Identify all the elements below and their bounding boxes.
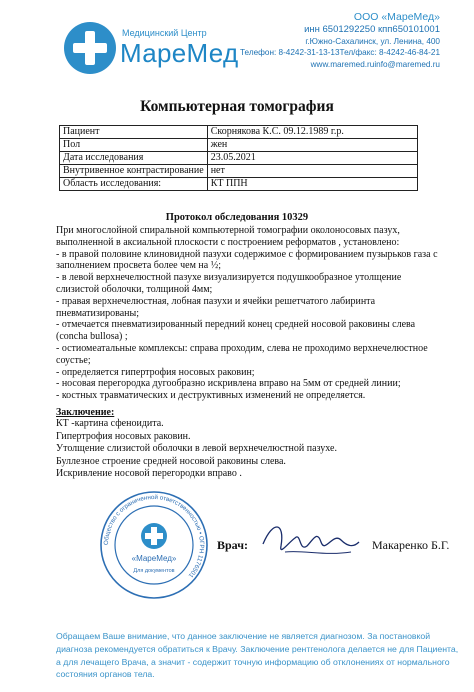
stamp-cross-horizontal xyxy=(145,533,163,539)
contrast-value: нет xyxy=(207,165,417,178)
clinic-stamp xyxy=(99,490,209,600)
clinic-contacts xyxy=(240,12,440,71)
protocol-text xyxy=(56,225,438,402)
protocol-line: выполненной в аксиальной плоскости с построением реформатов , установлено: xyxy=(56,236,400,248)
contrast-label: Внутривенное контрастирование xyxy=(60,165,208,178)
protocol-line: - костных травматических и деструктивных изменений не определяется. xyxy=(56,390,366,402)
exam-date-value: 23.05.2021 xyxy=(207,152,417,165)
clinic-org-name: ООО «МареМед» xyxy=(353,11,440,23)
sex-label: Пол xyxy=(60,139,208,152)
medical-cross-icon xyxy=(64,22,116,74)
doctor-name: Макаренко Б.Г. xyxy=(372,538,450,552)
protocol-line: - отмечается пневматизированный передний конец средней носовой раковины слева xyxy=(56,319,416,331)
protocol-line: слизистой оболочки, толщиной 4мм; xyxy=(56,283,213,295)
footer-disclaimer xyxy=(56,630,459,681)
protocol-line: заполнением просвета более чем на ½; xyxy=(56,260,221,272)
sex-value: жен xyxy=(207,139,417,152)
brand-name: МареМед xyxy=(120,38,239,68)
table-row xyxy=(60,152,418,165)
exam-area-label: Область исследования: xyxy=(60,178,208,191)
patient-value: Скорнякова К.С. 09.12.1989 г.р. xyxy=(207,126,417,139)
protocol-line: пневматизированы; xyxy=(56,307,140,319)
protocol-line: (concha bullosa) ; xyxy=(56,331,128,343)
conclusion-line: КТ -картина сфеноидита. xyxy=(56,418,164,429)
protocol-line: соустье; xyxy=(56,354,91,366)
page-title: Компьютерная томография xyxy=(140,98,334,115)
clinic-website[interactable]: www.maremed.ruinfo@maremed.ru xyxy=(310,60,440,70)
conclusion-text xyxy=(56,418,337,481)
conclusion-line: Буллезное строение средней носовой раковины слева. xyxy=(56,455,286,467)
table-row xyxy=(60,165,418,178)
patient-info-table xyxy=(59,125,418,191)
clinic-phones: Телефон: 8-4242-31-13-13Тел/факс: 8-4242-46-84-21 xyxy=(240,48,440,58)
protocol-title: Протокол обследования 10329 xyxy=(165,212,309,223)
conclusion-line: Гипертрофия носовых раковин. xyxy=(56,430,191,442)
footer-line: состояния органов тела. xyxy=(56,669,155,680)
table-row xyxy=(60,178,418,191)
footer-line: диагноза рекомендуется обратиться к Врачу. Заключение рентгенолога делается не для Пациента, xyxy=(56,643,459,654)
doctor-label: Врач: xyxy=(217,538,248,552)
exam-area-value: КТ ППН xyxy=(207,178,417,191)
conclusion-line: Утолщение слизистой оболочки в левой верхнечелюстной пазухе. xyxy=(56,443,337,455)
brand-subtitle: Медицинский Центр xyxy=(122,28,207,38)
table-row xyxy=(60,139,418,152)
conclusion-heading: Заключение: xyxy=(56,407,115,418)
protocol-line: - правая верхнечелюстная, лобная пазухи и ячейки решетчатого лабиринта xyxy=(56,295,376,307)
clinic-address: г.Южно-Сахалинск, ул. Ленина, 400 xyxy=(305,36,440,46)
protocol-line: - носовая перегородка дугообразно искривлена вправо на 5мм от средней линии; xyxy=(56,378,401,390)
conclusion-line: Искривление носовой перегородки вправо . xyxy=(56,468,242,480)
protocol-line: - остиомеатальные комплексы: справа проходим, слева не проходимо верхнечелюстное xyxy=(56,342,428,354)
protocol-line: - определяется гипертрофия носовых раковин; xyxy=(56,366,255,378)
stamp-center-text: «МареМед» xyxy=(131,554,177,563)
stamp-outer-text: Общество с ограниченной ответственностью • ОГРН 1176501 xyxy=(102,493,206,579)
footer-line: Обращаем Ваше внимание, что данное заключение не является диагнозом. За постановкой xyxy=(56,631,431,641)
exam-date-label: Дата исследования xyxy=(60,152,208,165)
protocol-line: При многослойной спиральной компьютерной томографии околоносовых пазух, xyxy=(56,225,400,236)
stamp-bottom-text: Для документов xyxy=(133,568,175,574)
protocol-line: - в левой верхнечелюстной пазухе визуализируется подушкообразное утолщение xyxy=(56,272,402,284)
protocol-line: - в правой половине клиновидной пазухи содержимое с формированием пузырьков газа с xyxy=(56,248,438,260)
table-row xyxy=(60,126,418,139)
patient-label: Пациент xyxy=(60,126,208,139)
footer-line: а для лечащего Врача, а значит - содержит точную информацию об отклонениях от нормального xyxy=(56,656,450,667)
clinic-tax-ids: инн 6501292250 кпп650101001 xyxy=(304,23,440,35)
doctor-signature xyxy=(255,512,365,572)
